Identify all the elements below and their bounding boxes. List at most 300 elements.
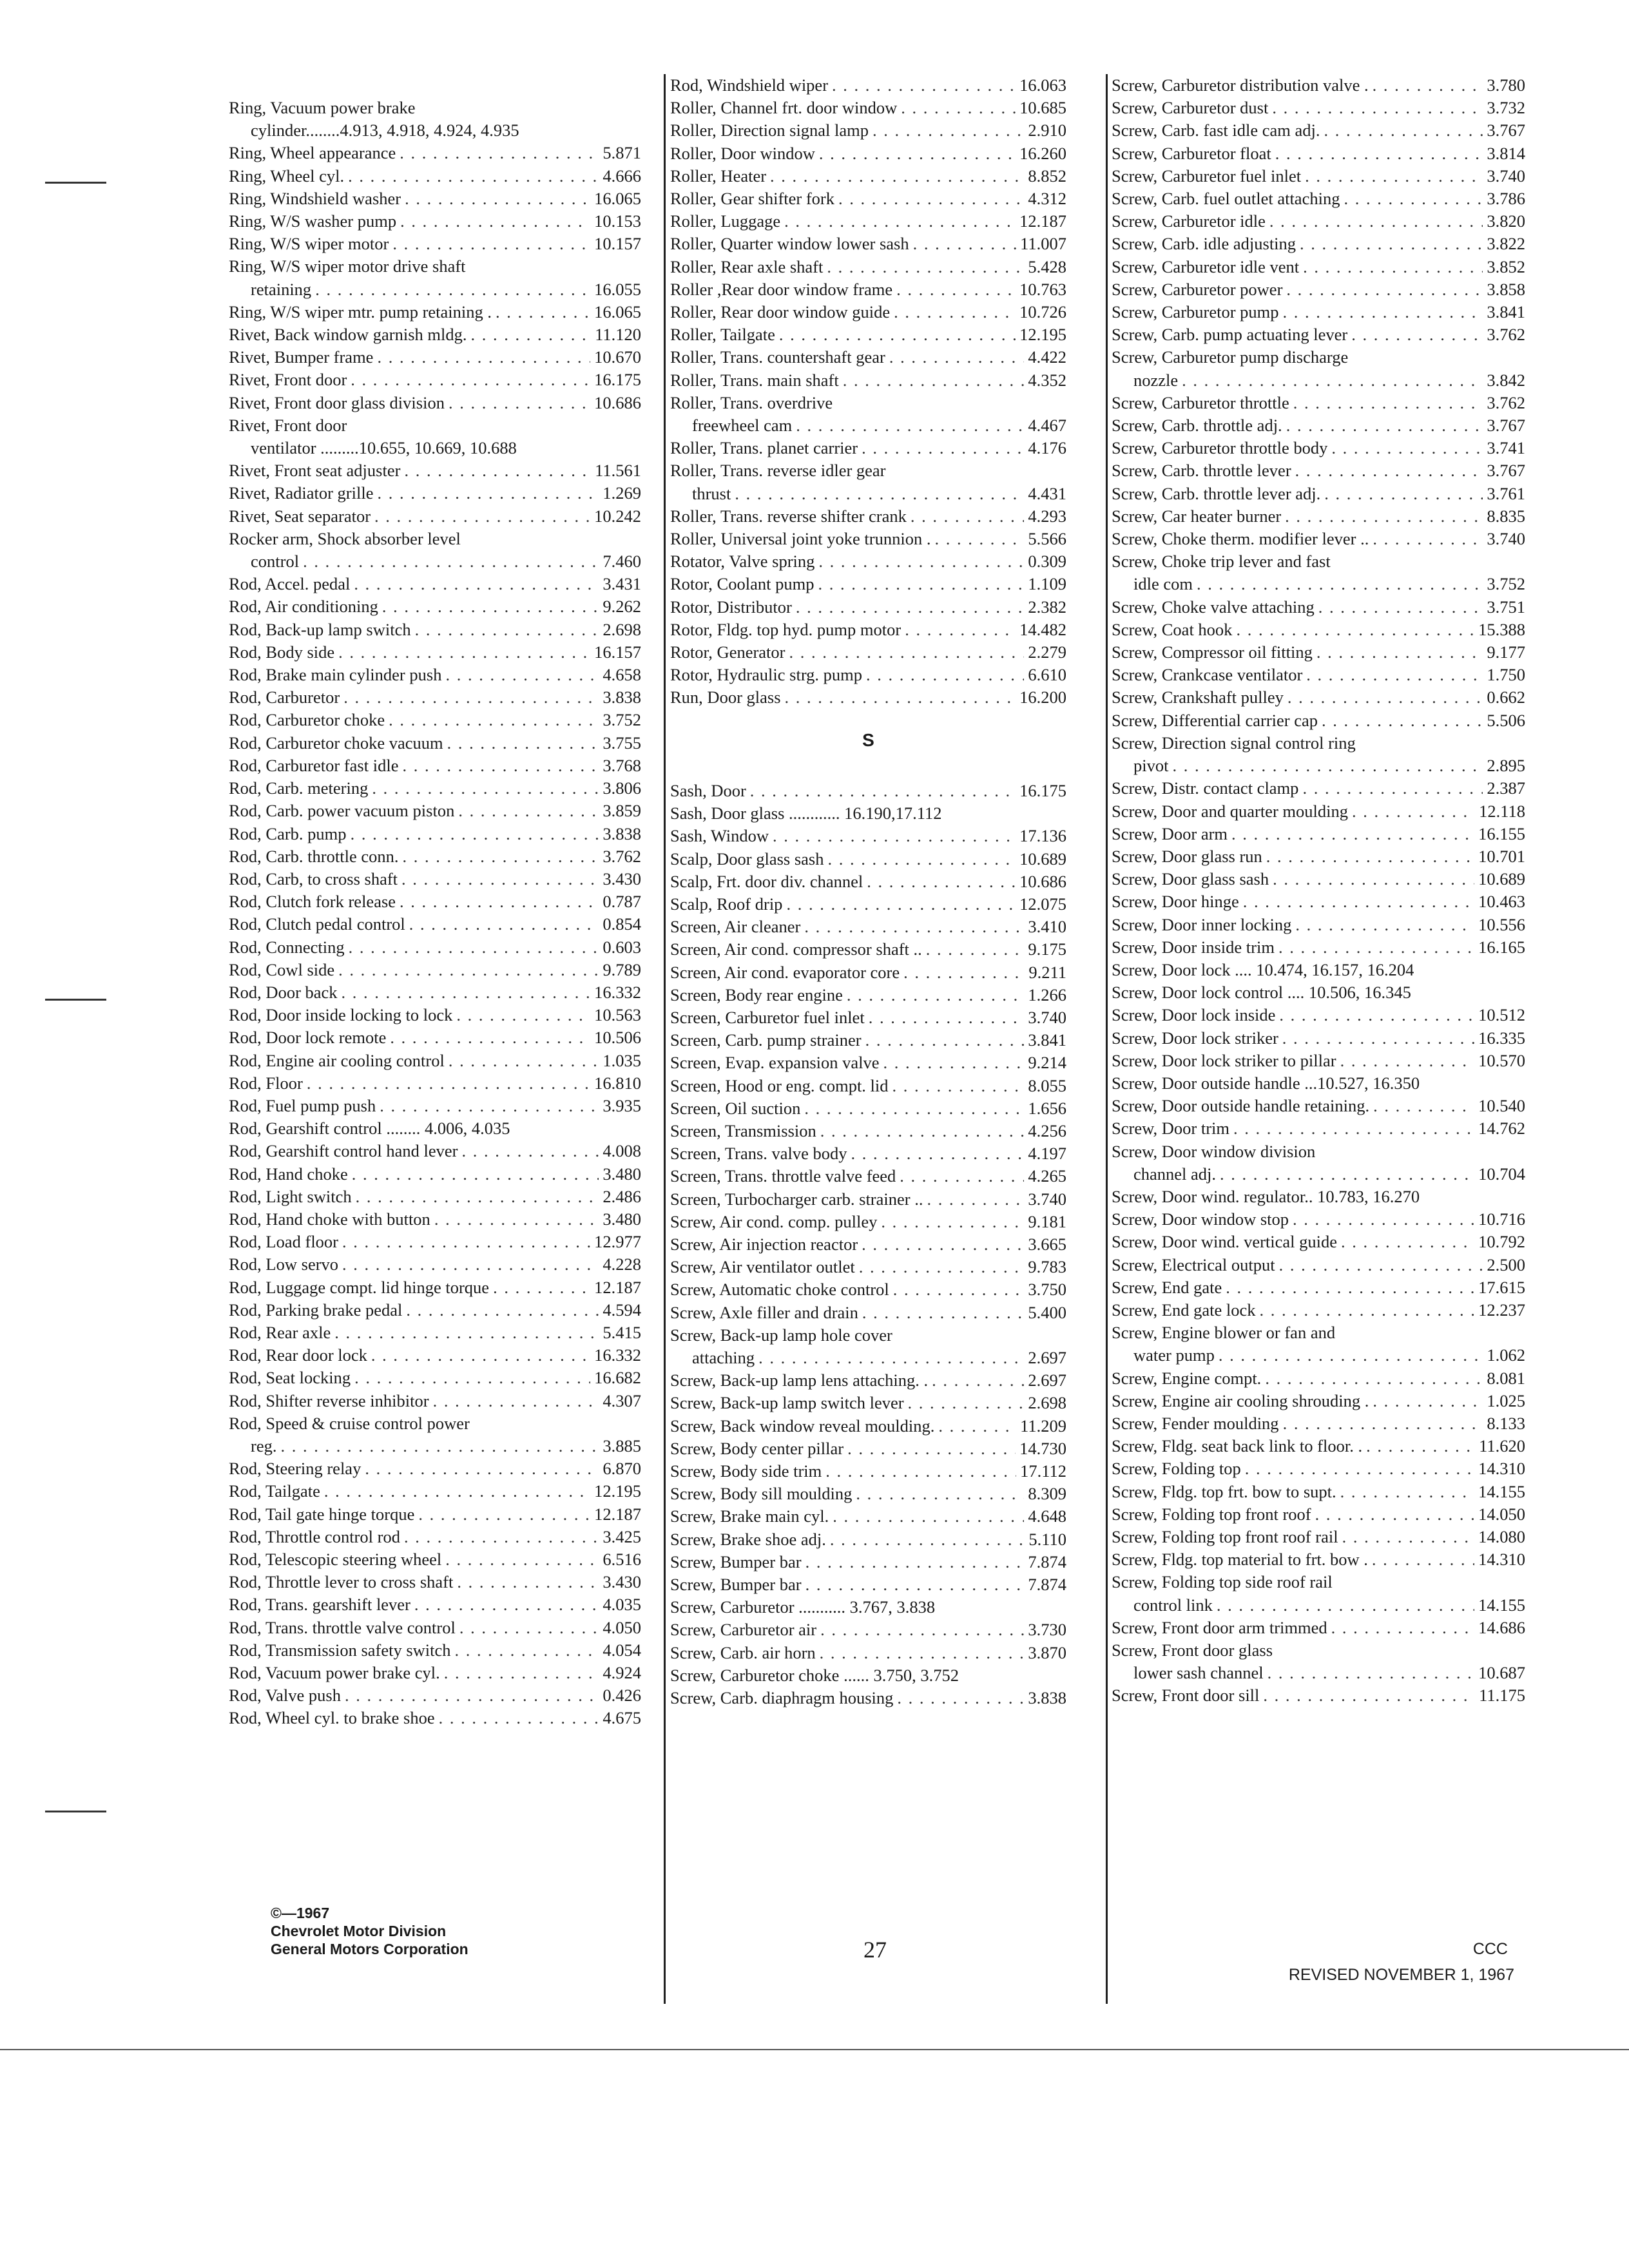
index-entry (1112, 1367, 1525, 1390)
index-entry (1112, 369, 1525, 392)
entry-name: reg. (251, 1436, 277, 1456)
entry-page-ref: 10.512 (1478, 1005, 1525, 1025)
entry-name: Screw, Crankshaft pulley (1112, 687, 1284, 707)
entry-name: Screw, Brake main cyl. (670, 1506, 829, 1526)
entry-name: Screw, Front door arm trimmed (1112, 1617, 1327, 1637)
entry-name: Rivet, Back window garnish mldg. (229, 325, 467, 345)
dot-leader (439, 1707, 599, 1729)
dot-leader (1272, 97, 1483, 119)
index-entry (670, 641, 1066, 664)
entry-name: cylinder........4.913, 4.918, 4.924, 4.935 (251, 120, 519, 140)
dot-leader (1295, 914, 1474, 936)
entry-name: Screw, Carburetor ........... 3.767, 3.838 (670, 1597, 936, 1617)
dot-leader (1269, 210, 1483, 233)
index-entry (670, 1278, 1066, 1301)
dot-leader (883, 1052, 1025, 1074)
entry-page-ref: 3.870 (1028, 1642, 1066, 1662)
index-entry (229, 414, 641, 437)
entry-name: Screen, Body rear engine (670, 985, 843, 1004)
entry-name: Rod, Luggage compt. lid hinge torque (229, 1277, 490, 1297)
index-entry (229, 800, 641, 822)
dot-leader (303, 550, 599, 573)
index-entry (1112, 459, 1525, 482)
index-entry (1112, 1457, 1525, 1480)
index-entry (670, 1505, 1066, 1528)
dot-leader (805, 1573, 1025, 1596)
entry-page-ref: 3.935 (602, 1095, 641, 1115)
dot-leader (897, 1687, 1024, 1709)
entry-name: Screw, Folding top front roof rail (1112, 1527, 1338, 1546)
index-entry (229, 913, 641, 936)
entry-name: Screw, Door window stop (1112, 1209, 1289, 1229)
dot-leader (448, 392, 590, 414)
index-entry (670, 1573, 1066, 1596)
index-entry (1112, 664, 1525, 686)
entry-page-ref: 12.118 (1479, 801, 1525, 821)
entry-name: Roller, Quarter window lower sash (670, 234, 909, 254)
entry-name: Screw, Carburetor dust (1112, 98, 1269, 118)
entry-page-ref: 10.704 (1478, 1164, 1525, 1184)
entry-page-ref: 8.133 (1487, 1413, 1525, 1433)
dot-leader (402, 754, 599, 777)
entry-name: Roller, Rear door window guide (670, 302, 891, 322)
entry-page-ref: 4.352 (1028, 370, 1066, 390)
entry-name: Rod, Door back (229, 982, 338, 1002)
entry-name: Screw, Door outside handle retaining. (1112, 1096, 1370, 1116)
entry-page-ref: 8.852 (1028, 166, 1066, 186)
entry-page-ref: 0.603 (602, 937, 641, 957)
entry-page-ref: 8.835 (1487, 506, 1525, 526)
entry-name: Rivet, Front door (229, 370, 347, 390)
dot-leader (932, 1369, 1024, 1392)
dot-leader (354, 573, 599, 595)
entry-page-ref: 2.895 (1487, 756, 1525, 776)
entry-name: Screw, Carburetor pump discharge (1112, 347, 1349, 367)
index-entry (1112, 528, 1525, 550)
index-entry (229, 1457, 641, 1480)
index-entry (229, 255, 641, 278)
entry-page-ref: 3.841 (1487, 302, 1525, 322)
entry-page-ref: 4.924 (602, 1663, 641, 1683)
dot-leader (938, 1415, 1016, 1437)
index-entry (229, 1095, 641, 1117)
dot-leader (833, 1505, 1024, 1528)
dot-leader (1340, 1050, 1475, 1072)
dot-leader (461, 1140, 599, 1162)
dot-leader (456, 1004, 590, 1026)
index-entry (670, 848, 1066, 870)
dot-leader (390, 1026, 590, 1049)
dot-leader (1324, 119, 1483, 142)
entry-page-ref: 3.838 (602, 687, 641, 707)
entry-name: Screw, End gate lock (1112, 1300, 1256, 1320)
entry-page-ref: 16.157 (594, 642, 641, 662)
dot-leader (905, 619, 1016, 641)
dot-leader (1352, 800, 1475, 823)
dot-leader (1322, 709, 1483, 732)
entry-name: Screen, Hood or eng. compt. lid (670, 1075, 889, 1095)
entry-name: Rotator, Valve spring (670, 552, 815, 572)
index-entry (670, 1664, 1066, 1687)
index-entry (670, 97, 1066, 119)
entry-page-ref: 3.752 (1487, 574, 1525, 594)
index-entry (670, 187, 1066, 210)
entry-name: Rivet, Front door glass division (229, 392, 445, 412)
entry-name: Rod, Throttle lever to cross shaft (229, 1572, 454, 1592)
index-entry (1112, 981, 1525, 1004)
index-entry (229, 1231, 641, 1253)
entry-name: Screw, Door inside trim (1112, 937, 1275, 957)
entry-page-ref: 9.211 (1028, 962, 1066, 982)
entry-name: Screen, Transmission (670, 1120, 816, 1140)
entry-name: Rod, Carburetor choke vacuum (229, 733, 443, 753)
dot-leader (818, 573, 1024, 595)
entry-name: Rod, Accel. pedal (229, 574, 351, 594)
dot-leader (1373, 1095, 1474, 1117)
entry-name: Screw, Door lock striker (1112, 1028, 1278, 1048)
entry-page-ref: 3.755 (602, 733, 641, 753)
index-entry (670, 1211, 1066, 1233)
index-entry (670, 278, 1066, 301)
dot-leader (365, 1457, 599, 1480)
entry-name: Roller, Trans. countershaft gear (670, 347, 885, 367)
entry-page-ref: 10.689 (1478, 869, 1525, 889)
entry-page-ref: 1.750 (1487, 665, 1525, 685)
entry-name: Screw, Door glass sash (1112, 869, 1269, 889)
entry-name: Screw, Body center pillar (670, 1438, 844, 1458)
page-number: 27 (863, 1937, 887, 1963)
index-column-2 (670, 74, 1066, 1709)
index-entry (229, 709, 641, 731)
entry-name: Rod, Wheel cyl. to brake shoe (229, 1708, 435, 1728)
entry-name: Rod, Carb. metering (229, 778, 369, 798)
dot-leader (1279, 1004, 1474, 1026)
index-entry (670, 1233, 1066, 1256)
index-entry (229, 187, 641, 210)
entry-name: Rotor, Coolant pump (670, 574, 815, 594)
index-entry (229, 1026, 641, 1049)
entry-name: Rod, Hand choke with button (229, 1209, 430, 1229)
entry-name: Screw, Carb. diaphragm housing (670, 1688, 894, 1708)
index-entry (670, 1619, 1066, 1641)
entry-name: Rod, Tail gate hinge torque (229, 1504, 415, 1524)
dot-leader (1286, 278, 1483, 301)
entry-name: Rod, Floor (229, 1073, 303, 1093)
index-entry (1112, 754, 1525, 777)
index-entry (670, 1415, 1066, 1437)
entry-page-ref: 16.065 (594, 302, 641, 322)
index-entry (1112, 1163, 1525, 1186)
entry-name: Screw, Carburetor distribution valve . (1112, 75, 1369, 95)
entry-name: Screw, Compressor oil fitting (1112, 642, 1313, 662)
entry-page-ref: 4.467 (1028, 416, 1066, 436)
dot-leader (827, 256, 1024, 278)
entry-page-ref: 12.195 (1019, 325, 1066, 345)
entry-name: Screw, Carb. throttle lever adj. (1112, 483, 1321, 503)
index-entry (229, 1707, 641, 1729)
dot-leader (351, 823, 599, 845)
dot-leader (348, 165, 599, 187)
index-entry (1112, 936, 1525, 959)
entry-page-ref: 3.820 (1487, 211, 1525, 231)
dot-leader (820, 1642, 1025, 1664)
dot-leader (1217, 1594, 1474, 1617)
index-entry (670, 1460, 1066, 1483)
entry-page-ref: 4.293 (1028, 506, 1066, 526)
entry-name: Screw, Door lock .... 10.474, 16.157, 16.204 (1112, 959, 1414, 979)
entry-page-ref: 3.750 (1028, 1280, 1066, 1300)
index-entry (1112, 619, 1525, 641)
entry-name: Screen, Carb. pump strainer (670, 1030, 862, 1050)
dot-leader (820, 1619, 1024, 1641)
entry-page-ref: 10.686 (594, 392, 641, 412)
index-entry (670, 210, 1066, 233)
entry-name: Screw, Door and quarter moulding (1112, 801, 1348, 821)
entry-page-ref: 10.726 (1019, 302, 1066, 322)
index-entry (1112, 165, 1525, 187)
entry-page-ref: 3.767 (1487, 120, 1525, 140)
dot-leader (770, 165, 1024, 187)
dot-leader (804, 1097, 1024, 1120)
entry-name: Screen, Air cleaner (670, 917, 801, 937)
dot-leader (1305, 165, 1483, 187)
entry-name: pivot (1133, 756, 1169, 776)
dot-leader (401, 868, 599, 890)
dot-leader (1279, 1254, 1483, 1276)
index-entry (670, 596, 1066, 619)
index-entry (1112, 1344, 1525, 1367)
entry-page-ref: 3.480 (602, 1164, 641, 1184)
index-entry (229, 686, 641, 709)
entry-name: Screw, Door lock striker to pillar (1112, 1050, 1336, 1070)
index-entry (670, 528, 1066, 550)
dot-leader (496, 301, 590, 323)
dot-leader (1331, 437, 1483, 459)
dot-leader (374, 505, 590, 528)
entry-page-ref: 12.187 (594, 1504, 641, 1524)
entry-page-ref: 10.687 (1478, 1663, 1525, 1683)
dot-leader (1275, 142, 1483, 165)
entry-name: Rod, Parking brake pedal (229, 1300, 403, 1320)
entry-page-ref: 10.506 (594, 1028, 641, 1048)
index-entry (229, 1617, 641, 1639)
entry-name: Ring, Wheel appearance (229, 143, 396, 163)
entry-page-ref: 3.762 (602, 846, 641, 866)
entry-page-ref: 11.561 (595, 461, 641, 481)
entry-page-ref: 10.153 (594, 211, 641, 231)
dot-leader (818, 550, 1024, 573)
index-entry (670, 1188, 1066, 1211)
index-entry (1112, 1299, 1525, 1321)
entry-page-ref: 8.055 (1028, 1075, 1066, 1095)
index-entry (670, 802, 1066, 825)
index-entry (229, 1208, 641, 1231)
entry-page-ref: 14.686 (1478, 1617, 1525, 1637)
index-entry (229, 505, 641, 528)
dot-leader (1316, 641, 1483, 664)
entry-name: Screw, Door inner locking (1112, 914, 1292, 934)
entry-page-ref: 3.430 (602, 1572, 641, 1592)
entry-page-ref: 17.615 (1478, 1277, 1525, 1297)
entry-page-ref: 3.780 (1487, 75, 1525, 95)
entry-page-ref: 3.858 (1487, 279, 1525, 299)
dot-leader (796, 596, 1025, 619)
index-entry (229, 550, 641, 573)
index-entry (229, 754, 641, 777)
entry-page-ref: 0.309 (1028, 552, 1066, 572)
index-entry (670, 1165, 1066, 1187)
index-entry (1112, 1140, 1525, 1163)
entry-name: Rod, Valve push (229, 1686, 341, 1706)
entry-name: freewheel cam (692, 416, 793, 436)
entry-page-ref: 4.675 (602, 1708, 641, 1728)
entry-name: Roller, Trans. reverse idler gear (670, 461, 886, 481)
entry-name: Rod, Load floor (229, 1232, 339, 1252)
dot-leader (1259, 1299, 1474, 1321)
index-entry (670, 437, 1066, 459)
entry-page-ref: 14.310 (1478, 1459, 1525, 1479)
entry-page-ref: 3.885 (602, 1436, 641, 1456)
dot-leader (784, 210, 1016, 233)
entry-name: Screw, Door arm (1112, 823, 1228, 843)
entry-name: Rod, Carburetor choke (229, 710, 385, 730)
index-entry (1112, 845, 1525, 868)
entry-name: Rod, Trans. gearshift lever (229, 1595, 410, 1615)
dot-leader (1226, 1276, 1474, 1299)
dot-leader (889, 346, 1025, 369)
entry-page-ref: 9.177 (1487, 642, 1525, 662)
index-entry (229, 1480, 641, 1503)
entry-name: Screw, Door glass run (1112, 846, 1262, 866)
entry-page-ref: 6.610 (1028, 665, 1066, 685)
index-entry (229, 1435, 641, 1457)
binder-hole-mark (45, 182, 106, 184)
entry-page-ref: 10.242 (594, 506, 641, 526)
publisher-block (271, 1904, 468, 1958)
entry-page-ref: 2.500 (1487, 1254, 1525, 1274)
dot-leader (862, 1302, 1024, 1324)
index-entry (670, 1392, 1066, 1414)
index-column-3 (1112, 74, 1525, 1707)
entry-name: Screw, Back window reveal moulding. (670, 1416, 935, 1436)
dot-leader (896, 278, 1016, 301)
entry-page-ref: 9.789 (602, 959, 641, 979)
dot-leader (865, 1029, 1025, 1052)
revision-block (1289, 1936, 1514, 1988)
entry-page-ref: 4.658 (602, 665, 641, 685)
index-entry (670, 916, 1066, 938)
index-entry (670, 414, 1066, 437)
dot-leader (735, 483, 1024, 505)
index-entry (229, 981, 641, 1004)
index-entry (1112, 686, 1525, 709)
entry-name: water pump (1133, 1345, 1215, 1365)
entry-page-ref: 4.054 (602, 1640, 641, 1660)
entry-page-ref: 4.422 (1028, 347, 1066, 367)
dot-leader (458, 800, 599, 822)
entry-name: Screen, Evap. expansion valve (670, 1053, 880, 1073)
index-entry (1112, 1503, 1525, 1526)
index-entry (670, 1324, 1066, 1347)
index-entry (1112, 414, 1525, 437)
binder-hole-mark (45, 999, 106, 1001)
index-entry (670, 142, 1066, 165)
document-code: CCC (1472, 1940, 1508, 1958)
entry-page-ref: 16.155 (1478, 823, 1525, 843)
entry-page-ref: 11.175 (1479, 1686, 1525, 1706)
dot-leader (406, 1299, 599, 1321)
entry-name: channel adj. (1133, 1164, 1217, 1184)
entry-page-ref: 4.050 (602, 1617, 641, 1637)
entry-name: Scalp, Roof drip (670, 894, 783, 914)
dot-leader (354, 1367, 590, 1389)
entry-name: Screw, Fldg. seat back link to floor. . (1112, 1436, 1363, 1456)
entry-name: Screw, Direction signal control ring (1112, 733, 1356, 753)
dot-leader (926, 938, 1025, 961)
dot-leader (1245, 1457, 1474, 1480)
entry-name: Screw, Door window division (1112, 1141, 1316, 1161)
index-entry (229, 459, 641, 482)
dot-leader (934, 528, 1024, 550)
dot-leader (342, 1231, 590, 1253)
index-entry (229, 1117, 641, 1140)
entry-page-ref: 1.035 (602, 1050, 641, 1070)
index-entry (229, 1299, 641, 1321)
index-entry (670, 550, 1066, 573)
entry-name: Rod, Trans. throttle valve control (229, 1617, 456, 1637)
dot-leader (342, 981, 591, 1004)
dot-leader (832, 74, 1016, 97)
index-entry (1112, 777, 1525, 800)
index-entry (229, 323, 641, 346)
entry-page-ref: 11.620 (1479, 1436, 1525, 1456)
index-entry (1112, 1117, 1525, 1140)
entry-name: Screw, Door lock control .... 10.506, 16.345 (1112, 983, 1411, 1003)
entry-name: Scalp, Frt. door div. channel (670, 871, 863, 891)
entry-page-ref: 5.566 (1028, 529, 1066, 549)
entry-page-ref: 3.480 (602, 1209, 641, 1229)
entry-page-ref: 4.176 (1028, 438, 1066, 458)
dot-leader (1273, 868, 1474, 890)
entry-name: Screen, Air cond. compressor shaft .. (670, 939, 922, 959)
dot-leader (445, 664, 599, 686)
entry-page-ref: 3.732 (1487, 98, 1525, 118)
dot-leader (851, 1142, 1025, 1165)
entry-name: Rod, Hand choke (229, 1164, 348, 1184)
index-entry (670, 619, 1066, 641)
entry-page-ref: 12.187 (1019, 211, 1066, 231)
entry-name: ventilator .........10.655, 10.669, 10.688 (251, 438, 517, 458)
entry-name: retaining (251, 279, 312, 299)
entry-name: Screw, Folding top side roof rail (1112, 1572, 1333, 1592)
entry-page-ref: 1.269 (602, 483, 641, 503)
entry-name: Roller, Direction signal lamp (670, 120, 869, 140)
entry-name: Screw, Carb. throttle lever (1112, 461, 1291, 481)
dot-leader (400, 142, 599, 164)
index-entry (1112, 1208, 1525, 1231)
index-entry (229, 1593, 641, 1616)
entry-name: Screen, Oil suction (670, 1098, 801, 1118)
entry-page-ref: 14.310 (1478, 1550, 1525, 1570)
index-entry (670, 1596, 1066, 1619)
dot-leader (459, 1617, 599, 1639)
entry-name: Rod, Connecting (229, 937, 345, 957)
index-entry (229, 119, 641, 142)
index-entry (229, 482, 641, 505)
entry-name: Scalp, Door glass sash (670, 849, 824, 869)
entry-page-ref: 7.874 (1028, 1575, 1066, 1594)
dot-leader (351, 369, 590, 391)
